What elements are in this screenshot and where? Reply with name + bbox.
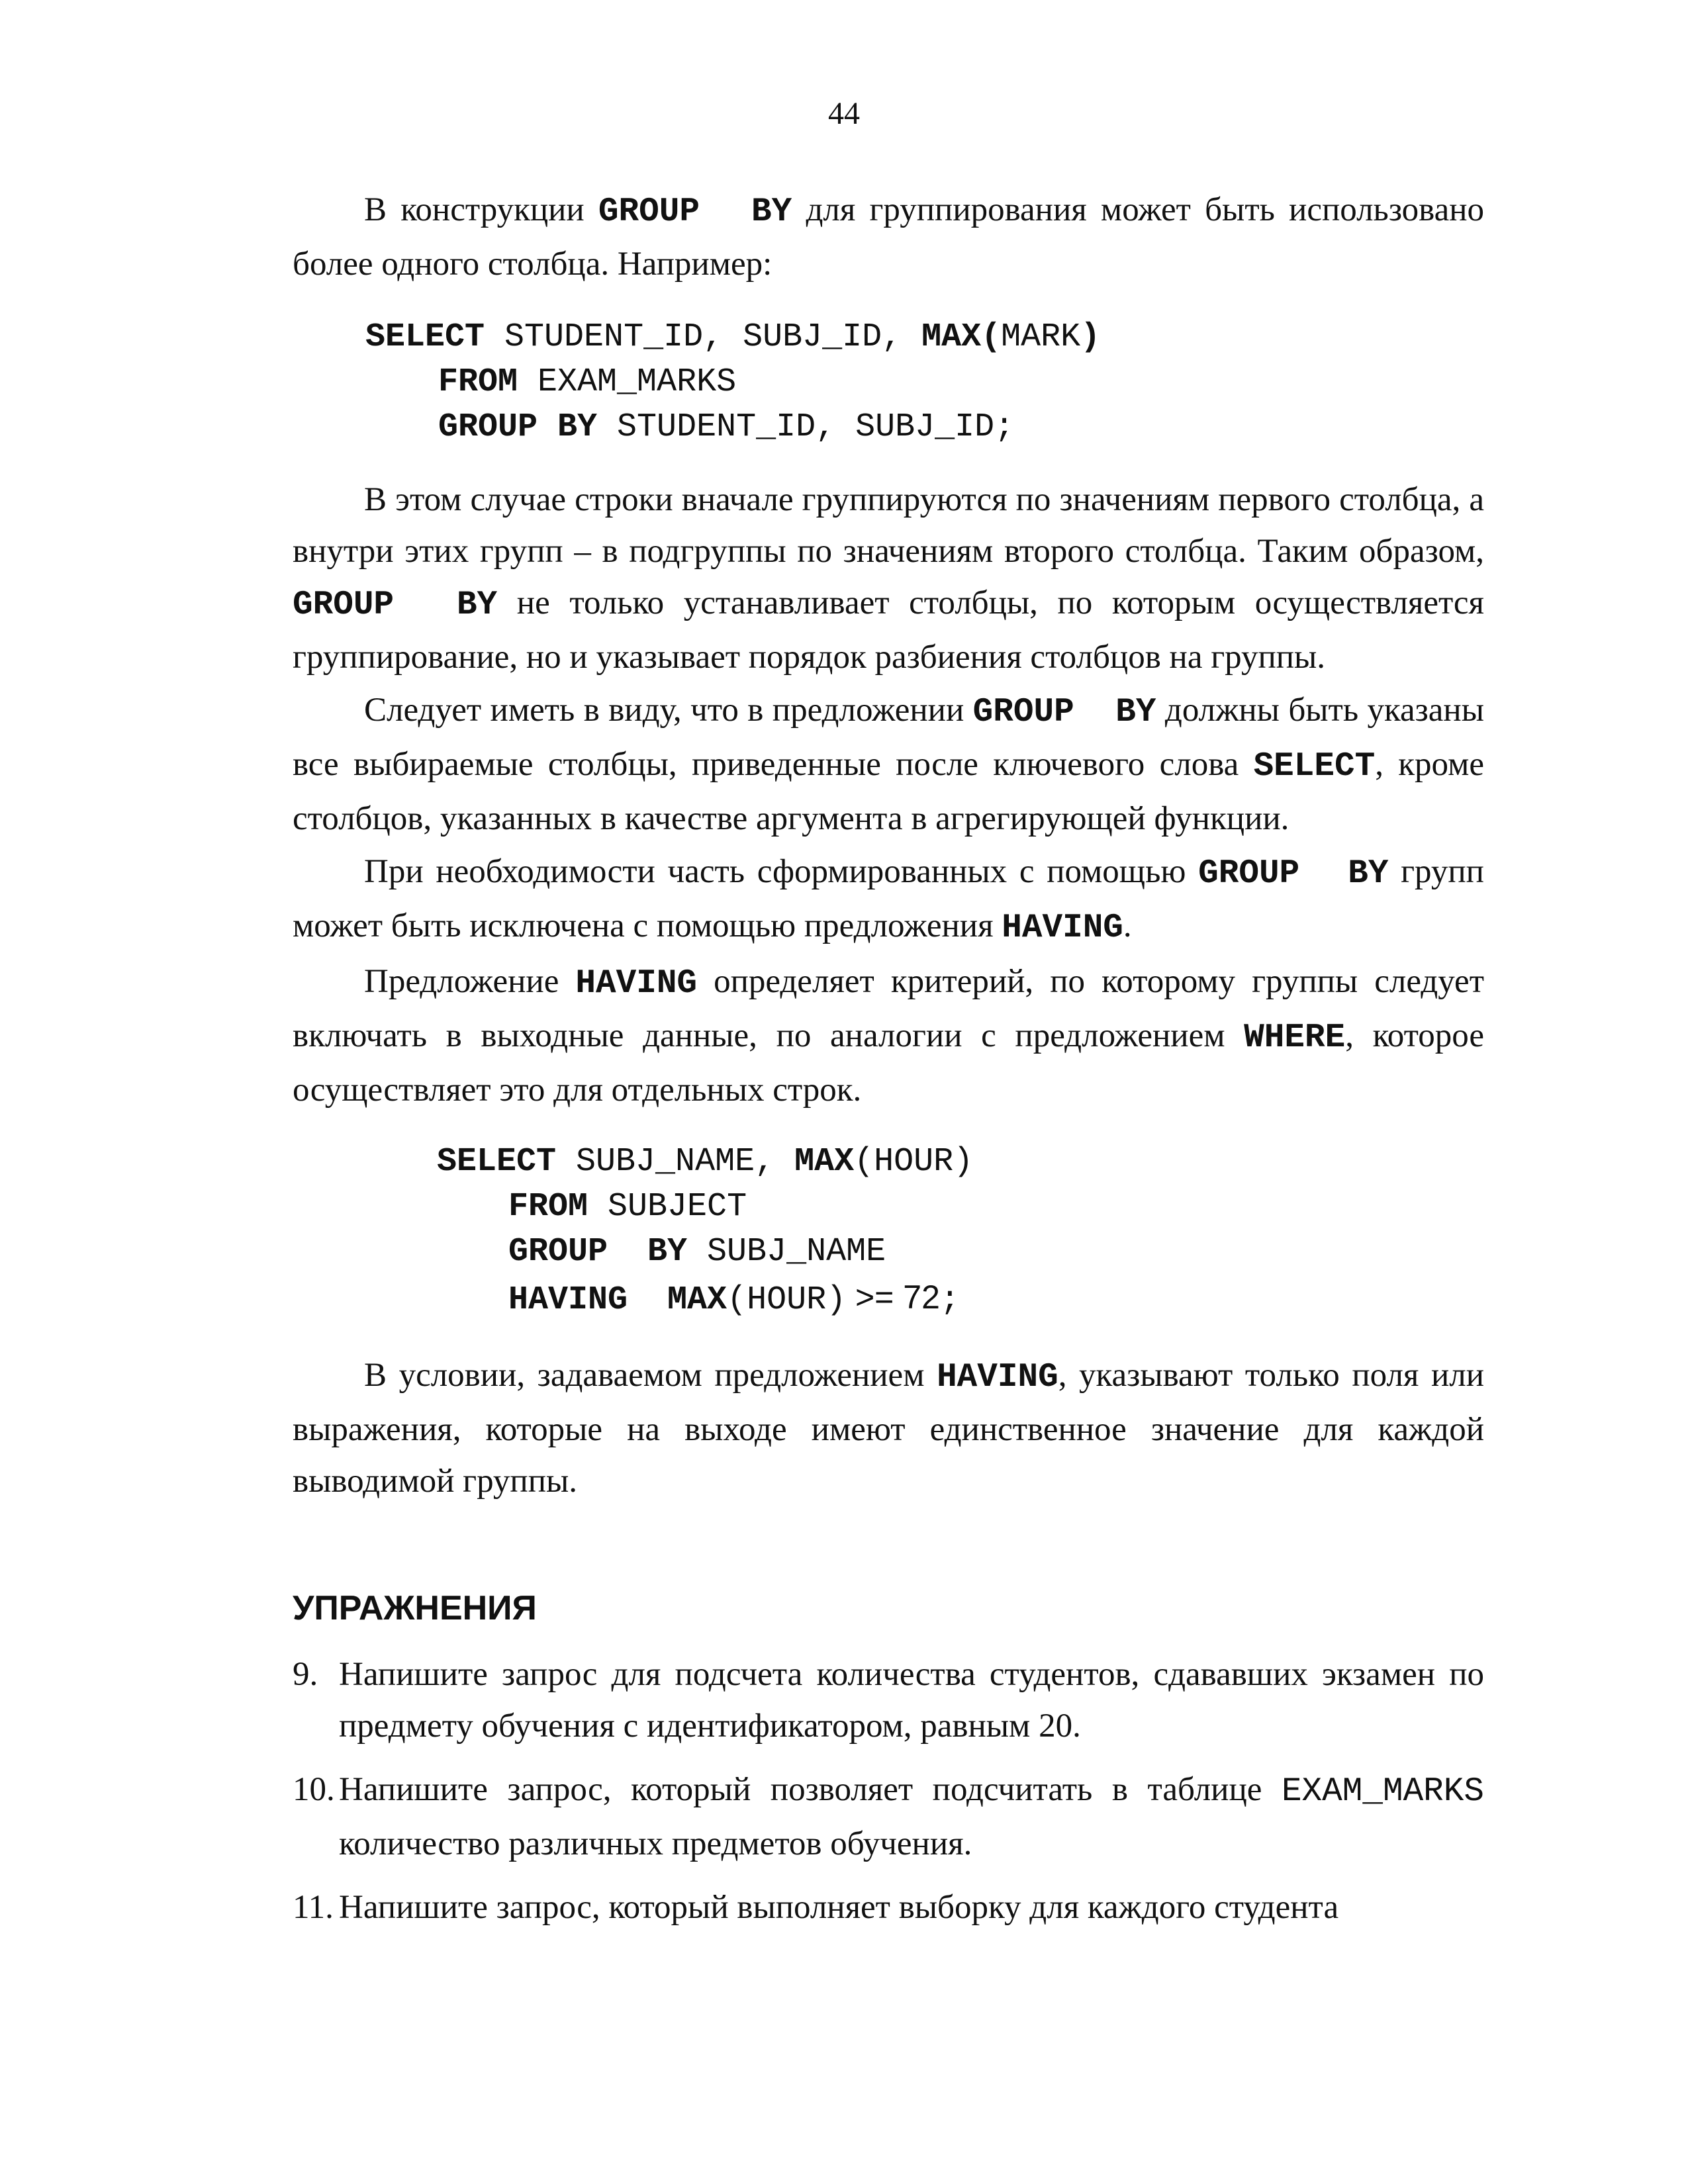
code-keyword: SELECT bbox=[437, 1143, 557, 1181]
code-number: 72 bbox=[903, 1279, 940, 1316]
text: , которое осуществляет это для отдельных строк. bbox=[293, 1017, 1484, 1109]
code-line bbox=[365, 315, 1484, 360]
exercise-text: Напишите запрос, который позволяет подсчитать в таблице bbox=[339, 1771, 1282, 1808]
exercise-number: 9. bbox=[293, 1656, 318, 1693]
exercise-item bbox=[293, 1764, 1484, 1870]
paragraph-group-by-intro bbox=[293, 184, 1484, 290]
code-text: SUBJ_NAME, bbox=[556, 1143, 795, 1181]
text: групп может быть исключена с помощью предложения bbox=[293, 853, 1484, 944]
exercise-number: 10. bbox=[293, 1771, 335, 1808]
code-text: (HOUR) bbox=[854, 1143, 974, 1181]
code-keyword: MAX( bbox=[921, 318, 1002, 356]
text: Предложение bbox=[364, 963, 576, 1000]
page-content bbox=[293, 184, 1484, 1945]
code-text: SUBJECT bbox=[588, 1188, 747, 1226]
code-text: EXAM_MARKS bbox=[518, 363, 737, 401]
text: должны быть указаны все выбираемые столбцы, приведенные после ключевого слова bbox=[293, 692, 1484, 783]
text: для группирования может быть использовано более одного столбца. Например: bbox=[293, 191, 1485, 283]
code-text: STUDENT_ID, SUBJ_ID; bbox=[597, 408, 1015, 446]
paragraph-having-definition bbox=[293, 956, 1484, 1116]
code-line bbox=[437, 1275, 1484, 1323]
exercise-item bbox=[293, 1649, 1484, 1752]
exercise-item bbox=[293, 1882, 1484, 1933]
keyword-group-by: GROUP BY bbox=[598, 193, 792, 231]
code-text: SUBJ_NAME bbox=[687, 1233, 886, 1271]
exercise-list bbox=[293, 1649, 1484, 1933]
paragraph-grouping-order bbox=[293, 474, 1484, 683]
text: , кроме столбцов, указанных в качестве аргумента в агрегирующей функции. bbox=[293, 746, 1484, 837]
keyword-having: HAVING bbox=[575, 965, 698, 1003]
text: В конструкции bbox=[364, 191, 598, 228]
code-line bbox=[437, 1185, 1484, 1230]
keyword-group-by: GROUP BY bbox=[293, 586, 498, 624]
paragraph-having-intro bbox=[293, 846, 1484, 954]
text: , указывают только поля или выражения, которые на выходе имеют единственное значение для каждой выводимой группы. bbox=[293, 1357, 1484, 1500]
keyword-group-by: GROUP BY bbox=[972, 694, 1156, 731]
code-keyword: HAVING MAX bbox=[508, 1281, 727, 1319]
code-keyword: ) bbox=[1080, 318, 1101, 356]
code-keyword: FROM bbox=[508, 1188, 588, 1226]
section-heading: УПРАЖНЕНИЯ bbox=[293, 1589, 537, 1627]
code-example-having bbox=[437, 1140, 1484, 1323]
code-keyword: GROUP BY bbox=[438, 408, 598, 446]
keyword-group-by: GROUP BY bbox=[1198, 855, 1389, 893]
paragraph-having-condition bbox=[293, 1349, 1484, 1507]
paragraph-selected-columns bbox=[293, 684, 1484, 844]
code-keyword: FROM bbox=[438, 363, 518, 401]
exercise-code: EXAM_MARKS bbox=[1281, 1773, 1484, 1811]
code-example-group-by bbox=[365, 315, 1484, 450]
text: . bbox=[1123, 907, 1132, 944]
keyword-having: HAVING bbox=[1002, 909, 1123, 947]
code-line bbox=[437, 1140, 1484, 1185]
code-line bbox=[365, 360, 1484, 405]
code-text: ; bbox=[939, 1281, 960, 1319]
exercise-text: количество различных предметов обучения. bbox=[339, 1825, 972, 1862]
text: Следует иметь в виду, что в предложении bbox=[364, 692, 973, 729]
text: При необходимости часть сформированных с помощью bbox=[364, 853, 1199, 890]
page-number: 44 bbox=[828, 96, 860, 131]
exercise-number: 11. bbox=[293, 1889, 334, 1926]
keyword-select: SELECT bbox=[1253, 748, 1376, 786]
code-text: STUDENT_ID, SUBJ_ID, bbox=[485, 318, 922, 356]
exercise-text: Напишите запрос для подсчета количества студентов, сдававших экзамен по предмету обучения с идентификатором, равным 20. bbox=[339, 1656, 1484, 1745]
keyword-having: HAVING bbox=[937, 1359, 1058, 1396]
code-text: (HOUR) bbox=[727, 1281, 847, 1319]
code-line bbox=[365, 405, 1484, 450]
code-text: >= bbox=[846, 1279, 904, 1316]
code-keyword: GROUP BY bbox=[508, 1233, 688, 1271]
text: В условии, задаваемом предложением bbox=[364, 1357, 937, 1394]
text: В этом случае строки вначале группируются по значениям первого столбца, а внутри этих групп – в подгруппы по значениям второго столбца. Таким образом, bbox=[293, 481, 1484, 570]
code-keyword: MAX bbox=[794, 1143, 855, 1181]
text: не только устанавливает столбцы, по которым осуществляется группирование, но и указывает порядок разбиения столбцов на группы. bbox=[293, 584, 1484, 676]
code-text: MARK bbox=[1001, 318, 1081, 356]
code-keyword: SELECT bbox=[365, 318, 485, 356]
exercise-text: Напишите запрос, который выполняет выборку для каждого студента bbox=[339, 1889, 1339, 1926]
keyword-where: WHERE bbox=[1244, 1019, 1346, 1057]
code-line bbox=[437, 1230, 1484, 1275]
text: определяет критерий, по которому группы следует включать в выходные данные, по аналогии с предложением bbox=[293, 963, 1484, 1054]
